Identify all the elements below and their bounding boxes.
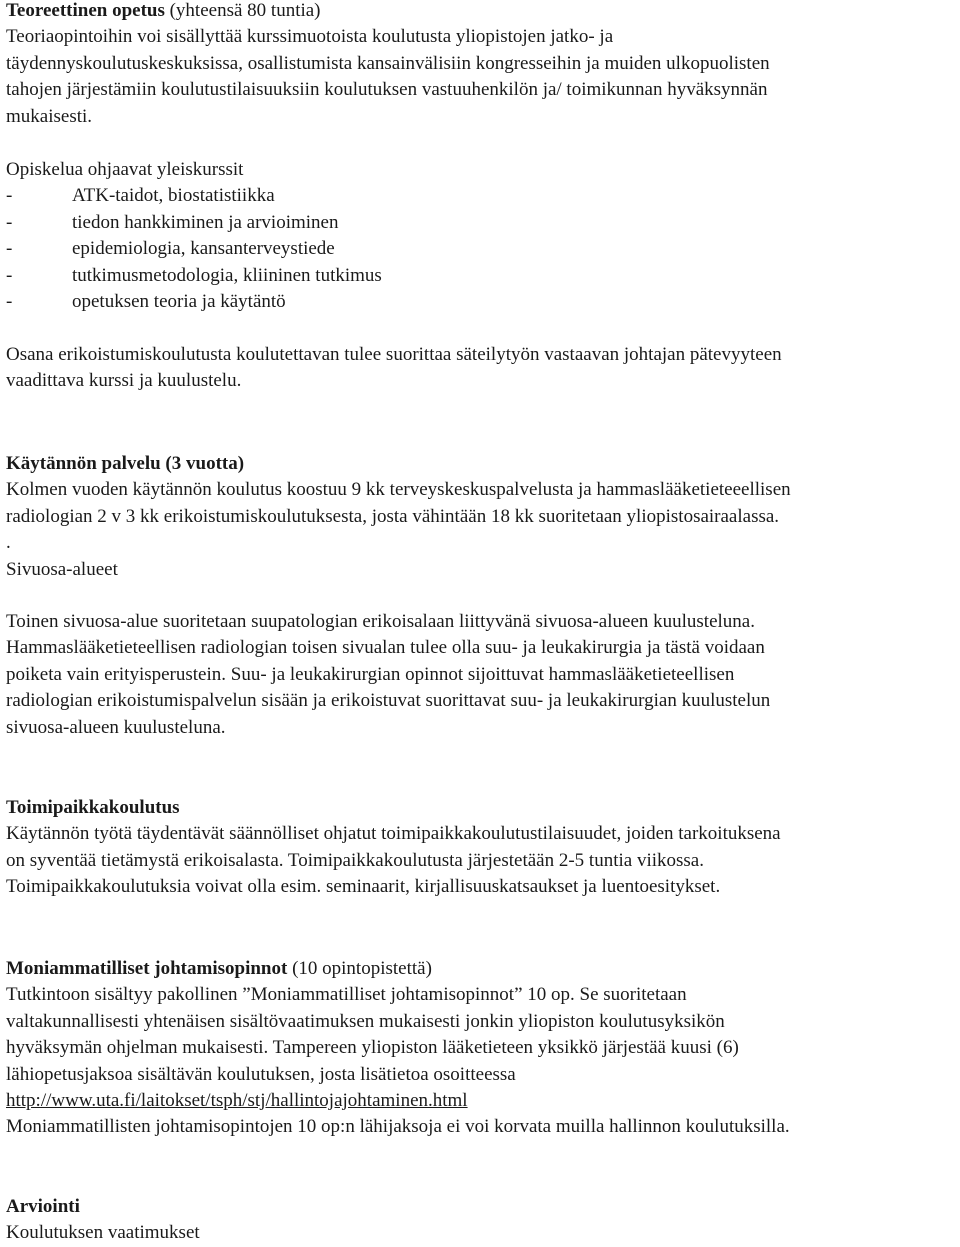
list-item (6, 236, 958, 262)
section-heading: Teoreettinen opetus (6, 0, 165, 21)
paragraph-line: tahojen järjestämiin koulutustilaisuuksiin koulutuksen vastuuhenkilön ja/ toimikunnan hyväksynnän (6, 79, 768, 101)
list-item (6, 263, 958, 289)
paragraph-line: . (6, 532, 11, 554)
list-bullet: - (6, 238, 13, 260)
list-item (6, 210, 958, 236)
section-heading-line (6, 0, 958, 24)
paragraph-line: Osana erikoistumiskoulutusta koulutettavan tulee suorittaa säteilytyön vastaavan johtajan pätevyyteen (6, 344, 782, 365)
list-bullet: - (6, 185, 13, 207)
paragraph-line: radiologian 2 v 3 kk erikoistumiskoulutuksesta, josta vähintään 18 kk suoritetaan yliopistosairaalassa. (6, 505, 780, 527)
list-item-text: tiedon hankkiminen ja arvioiminen (72, 211, 339, 233)
paragraph-line: on syventää tietämystä erikoisalasta. Toimipaikkakoulutusta järjestetään 2-5 tuntia viikossa. (6, 849, 704, 871)
radiation-course-paragraph (6, 342, 958, 395)
paragraph-line: Tutkintoon sisältyy pakollinen ”Moniammatilliset johtamisopinnot” 10 op. Se suoritetaan (6, 984, 687, 1006)
list-intro: Opiskelua ohjaavat yleiskurssit (6, 159, 244, 180)
paragraph-line: hyväksymän ohjelman mukaisesti. Tampereen yliopiston lääketieteen yksikkö järjestää kuusi (6) (6, 1037, 739, 1059)
paragraph-line: poiketa vain erityisperustein. Suu- ja leukakirurgian opinnot sijoittuvat hammaslääketieteellisen (6, 663, 735, 685)
section-theoretical-teaching (6, 0, 958, 130)
list-item-text: tutkimusmetodologia, kliininen tutkimus (72, 264, 382, 286)
list-item (6, 289, 958, 315)
general-courses (6, 157, 958, 315)
list-bullet: - (6, 211, 13, 233)
paragraph-line: lähiopetusjaksoa sisältävän koulutuksen, josta lisätietoa osoitteessa (6, 1063, 516, 1085)
paragraph-line: Käytännön työtä täydentävät säännölliset ohjatut toimipaikkakoulutustilaisuudet, joiden tarkoituksena (6, 823, 781, 845)
uta-link[interactable]: http://www.uta.fi/laitokset/tsph/stj/hallintojajohtaminen.html (6, 1090, 468, 1112)
section-assessment (6, 1194, 958, 1247)
section-heading: Käytännön palvelu (3 vuotta) (6, 453, 245, 474)
list-item-text: opetuksen teoria ja käytäntö (72, 291, 286, 313)
section-management-studies (6, 956, 958, 1141)
paragraph-line: täydennyskoulutuskeskuksissa, osallistumista kansainvälisiin kongresseihin ja muiden ulkopuolisten (6, 52, 770, 74)
section-heading: Moniammatilliset johtamisopinnot (6, 958, 288, 979)
list-bullet: - (6, 291, 13, 313)
section-heading-note: (10 opintopistettä) (287, 958, 432, 979)
paragraph-line: mukaisesti. (6, 105, 93, 127)
paragraph-line: Teoriaopintoihin voi sisällyttää kurssimuotoista koulutusta yliopistojen jatko- ja (6, 26, 614, 48)
paragraph-line: sivuosa-alueen kuulusteluna. (6, 716, 226, 738)
section-heading-line (6, 956, 958, 982)
section-heading: Arviointi (6, 1196, 80, 1217)
paragraph-line: Hammaslääketieteellisen radiologian toisen sivualan tulee olla suu- ja leukakirurgia ja tästä voidaan (6, 637, 765, 659)
list-bullet: - (6, 264, 13, 286)
section-practical-service (6, 451, 958, 583)
link-line (6, 1088, 958, 1114)
subheading: Sivuosa-alueet (6, 558, 118, 580)
list-item-text: ATK-taidot, biostatistiikka (72, 185, 275, 207)
list-item (6, 183, 958, 209)
paragraph-line: Koulutuksen vaatimukset (6, 1222, 200, 1244)
paragraph-line: Kolmen vuoden käytännön koulutus koostuu 9 kk terveyskeskuspalvelusta ja hammaslääketieteeellisen (6, 479, 791, 501)
paragraph-line: valtakunnallisesti yhtenäisen sisältövaatimuksen mukaisesti jonkin yliopiston koulutusyksikön (6, 1010, 725, 1032)
list-item-text: epidemiologia, kansanterveystiede (72, 238, 335, 260)
paragraph-line: radiologian erikoistumispalvelun sisään ja erikoistuvat suorittavat suu- ja leukakirurgian kuulustelun (6, 690, 771, 712)
section-workplace-training (6, 795, 958, 901)
paragraph-line: vaadittava kurssi ja kuulustelu. (6, 370, 242, 392)
paragraph-line: Moniammatillisten johtamisopintojen 10 op:n lähijaksoja ei voi korvata muilla hallinnon koulutuksilla. (6, 1116, 790, 1138)
section-heading: Toimipaikkakoulutus (6, 797, 180, 818)
paragraph-line: Toimipaikkakoulutuksia voivat olla esim. seminaarit, kirjallisuuskatsaukset ja luentoesitykset. (6, 876, 721, 898)
paragraph-line: Toinen sivuosa-alue suoritetaan suupatologian erikoisalaan liittyvänä sivuosa-alueen kuulusteluna. (6, 611, 755, 632)
section-heading-note: (yhteensä 80 tuntia) (164, 0, 321, 21)
side-areas-paragraph (6, 609, 958, 741)
